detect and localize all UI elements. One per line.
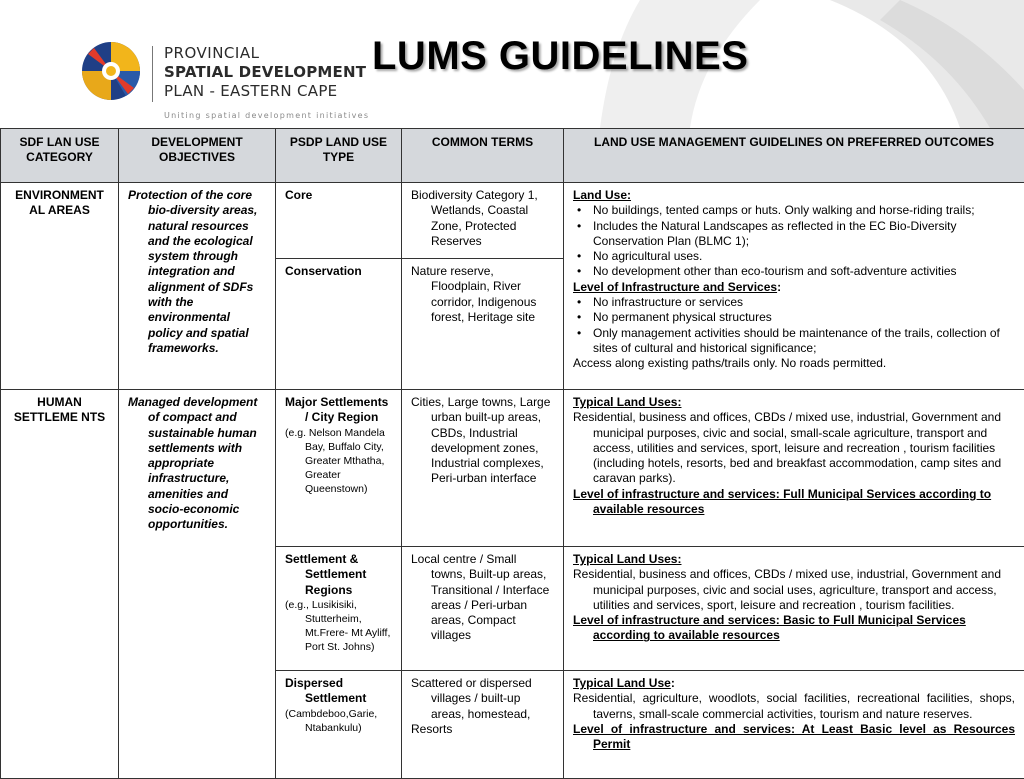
category-environmental-areas: ENVIRONMENT AL AREAS [1,183,119,390]
list-item: • No permanent physical structures [593,310,1015,325]
common-terms-core [402,183,564,259]
land-use-type-conservation-label: Conservation [285,264,362,278]
column-header-common-terms: COMMON TERMS [402,129,564,183]
guideline-text-dispersed: Residential, agriculture, woodlots, social facilities, recreational facilities, shops, taverns, small-scale commercial activities, tourism and nature reserves. [573,691,1015,722]
land-use-type-core-label: Core [285,188,312,202]
guideline-level-settlement: Level of infrastructure and services: Basic to Full Municipal Services according to available resources [573,613,1015,644]
guideline-list-infrastructure [573,295,1015,356]
column-header-land-use-type: PSDP LAND USE TYPE [276,129,402,183]
guideline-heading-typical-land-uses: Typical Land Uses: [573,395,1015,410]
guideline-heading-infrastructure: Level of Infrastructure and Services: [573,280,1015,295]
common-terms-settlement [402,547,564,671]
brand-line-plan-eastern-cape: PLAN - EASTERN CAPE [164,82,366,101]
common-terms-dispersed [402,671,564,779]
land-use-type-dispersed-settlement [276,671,402,779]
page-title: LUMS GUIDELINES [372,34,748,79]
table-row [1,390,1024,547]
guidelines-environmental [564,183,1024,390]
guideline-heading-typical-land-uses: Typical Land Uses: [573,552,1015,567]
guideline-list-land-use [573,203,1015,279]
land-use-type-settlement-examples: (e.g., Lusikisiki, Stutterheim, Mt.Frere- Mt Ayliff, Port St. Johns) [285,598,392,654]
brand-divider [152,46,153,102]
page-header [0,0,1024,128]
guidelines-dispersed [564,671,1024,779]
column-header-category: SDF LAN USE CATEGORY [1,129,119,183]
guideline-heading-land-use: Land Use: [573,188,1015,203]
land-use-type-dispersed-label: Dispersed Settlement [285,676,392,707]
land-use-type-conservation [276,259,402,390]
list-item: • No infrastructure or services [593,295,1015,310]
objective-human-settlements-text: Managed development of compact and sustainable human settlements with appropriate infrastructure, amenities and socio-economic opportunities. [128,395,266,533]
guideline-level-dispersed: Level of infrastructure and services: At Least Basic level as Resources Permit [573,722,1015,753]
list-item: • Includes the Natural Landscapes as reflected in the EC Bio-Diversity Conservation Plan (BLMC 1); [593,219,1015,250]
guideline-heading-typical-land-use: Typical Land Use: [573,676,1015,691]
land-use-type-major-settlements [276,390,402,547]
list-item: • Only management activities should be maintenance of the trails, collection of sites of cultural and historical significance; [593,326,1015,357]
common-terms-conservation-text: Nature reserve, Floodplain, River corridor, Indigenous forest, Heritage site [411,264,554,325]
psdp-logo-icon [80,40,142,102]
brand-line-spatial-development: SPATIAL DEVELOPMENT [164,63,366,82]
guideline-level-major: Level of infrastructure and services: Full Municipal Services according to available resources [573,487,1015,518]
land-use-type-core [276,183,402,259]
brand-tagline: Uniting spatial development initiatives [164,111,369,120]
list-item: • No agricultural uses. [593,249,1015,264]
list-item: • No buildings, tented camps or huts. Only walking and horse-riding trails; [593,203,1015,218]
objective-environmental-text: Protection of the core bio-diversity areas, natural resources and the ecological system through integration and alignment of SDFs with the environmental policy and spatial frameworks. [128,188,266,356]
common-terms-major [402,390,564,547]
table-row [1,183,1024,259]
column-header-guidelines: LAND USE MANAGEMENT GUIDELINES ON PREFERRED OUTCOMES [564,129,1024,183]
common-terms-major-text: Cities, Large towns, Large urban built-up areas, CBDs, Industrial development zones, Industrial complexes, Peri-urban interface [411,395,554,487]
brand-line-provincial: PROVINCIAL [164,44,366,63]
table-header-row [1,129,1024,183]
category-human-settlements: HUMAN SETTLEME NTS [1,390,119,779]
land-use-type-major-examples: (e.g. Nelson Mandela Bay, Buffalo City, Greater Mthatha, Greater Queenstown) [285,426,392,496]
guideline-text-major: Residential, business and offices, CBDs / mixed use, industrial, Government and municipal purposes, civic and social, small-scale agriculture, transport and access, utilities and services, sport, leisure and recreation , tourism facilities (including hotels, resorts, bed and breakfast accommodation, camp sites and caravan parks). [573,410,1015,486]
guideline-text-settlement: Residential, business and offices, CBDs / mixed use, industrial, Government and municipal purposes, civic and social uses, agriculture, transport and access, utilities and services, sport, leisure and recreation , tourism facilities. [573,567,1015,613]
guidelines-major [564,390,1024,547]
objective-human-settlements [119,390,276,779]
brand-wordmark [164,44,366,101]
objective-environmental [119,183,276,390]
common-terms-dispersed-text: Scattered or dispersed villages / built-up areas, homestead, [411,676,554,722]
column-header-objectives: DEVELOPMENT OBJECTIVES [119,129,276,183]
common-terms-dispersed-resorts: Resorts [411,722,554,737]
list-item: • No development other than eco-tourism and soft-adventure activities [593,264,1015,279]
land-use-type-major-label: Major Settlements / City Region [285,395,392,426]
land-use-type-settlement-label: Settlement & Settlement Regions [285,552,392,598]
land-use-type-dispersed-examples: (Cambdeboo,Garie, Ntabankulu) [285,707,392,735]
common-terms-settlement-text: Local centre / Small towns, Built-up areas, Transitional / Interface areas / Peri-urban areas, Compact villages [411,552,554,644]
common-terms-core-text: Biodiversity Category 1, Wetlands, Coastal Zone, Protected Reserves [411,188,554,249]
land-use-type-settlement-regions [276,547,402,671]
guidelines-settlement [564,547,1024,671]
lums-guidelines-table [0,128,1024,779]
guideline-access-note: Access along existing paths/trails only. No roads permitted. [573,356,1015,371]
common-terms-conservation [402,259,564,390]
